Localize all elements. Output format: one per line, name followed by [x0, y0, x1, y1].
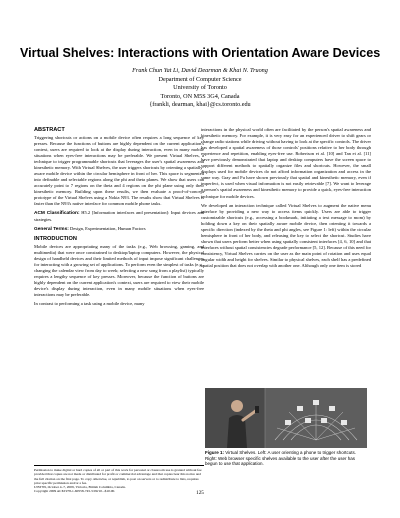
shelf-icon-2	[313, 400, 319, 405]
shelf-icon-6	[305, 418, 311, 423]
shelf-icon-3	[329, 406, 335, 411]
page-number: 125	[196, 490, 204, 496]
author-block	[60, 67, 340, 110]
figure-1-image	[205, 388, 367, 448]
right-paragraph-1: interactions in the physical world often are facilitated by the person's spatial awareness and kinesthetic memory. For example, it is very easy for an experienced driver to shift gears or change radio stations while driving without having to look at the specific controls. The driver has developed a spatial awareness of those controls' positions relative to her body through experience and repetition, enabling eyes-free use. Robertson et al. [10] and Tan et al. [11] have previously demonstrated that laptop and desktop computers have the screen space to support different methods to spatially organize files and shortcuts. However, the small displays used for mobile devices do not afford information organization and access in the same way. Gray and Fu have shown previously that spatial and kinesthetic memory, even if imperfect, is used when visual information is not easily retrievable [7]. We want to leverage a person's spatial awareness and kinesthetic memory to provide a quick, eyes-free interaction technique for mobile devices.	[201, 127, 371, 199]
user-head	[231, 400, 243, 412]
right-paragraph-2: We developed an interaction technique called Virtual Shelves to augment the native menu interface by providing a new way to access items quickly. Users are able to trigger customizable shortcuts (e.g., accessing a bookmark, initiating a text message to mom) by holding down a key on their spatially aware mobile device, then orienting it towards a specific direction (indexed by the theta and phi angles, see Figure 1: left) within the circular hemisphere in front of her body, and releasing the key to select the shortcut. Studies have shown that users perform better when using spatially consistent interfaces [4, 6, 10] and that interfaces without spatial consistencies degrade performance [5, 12]. Because of this need for consistency, Virtual Shelves carries on the user as the main point of rotation and uses equal angular width and height for shelves. Similar to physical shelves, each shelf has a predefined spatial position that does not overlap with another one. Although only one item is stored	[201, 202, 371, 269]
acm-label: ACM Classification:	[34, 211, 80, 217]
author-names: Frank Chun Yat Li, David Dearman & Khai N. Truong	[132, 67, 268, 74]
affiliation-address: Toronto, ON M5S 3G4, Canada	[160, 92, 240, 100]
figure-1-illustration	[205, 388, 367, 448]
paper-title: Virtual Shelves: Interactions with Orientation Aware Devices	[20, 46, 381, 60]
author-emails: {frankli, dearman, khai}@cs.toronto.edu	[149, 101, 251, 109]
shelf-icon-4	[285, 420, 291, 425]
terms-text: Design, Experimentation, Human Factors	[69, 226, 146, 232]
copyright-footnote	[34, 465, 204, 494]
affiliation-university: University of Toronto	[173, 84, 227, 92]
terms-label: General Terms:	[34, 227, 69, 233]
figure-caption-text: Virtual Shelves. Left: A user orienting a phone to trigger shortcuts. Right: Web browser specific shelves available to the user after the user has begun to use that application.	[205, 450, 357, 467]
copyright-line: Copyright 2009 ACM 978-1-60558-745-5/09/10...$10.00.	[34, 489, 116, 494]
figure-caption-label: Figure 1:	[205, 450, 225, 455]
shelf-icon-1	[297, 406, 303, 411]
abstract-paragraph: Triggering shortcuts or actions on a mobile device often requires a long sequence of key presses. Because the functions of buttons are highly dependent on the current application's context, users are required to look at the display during interaction, even in many mobile situations when eyes-free interactions may be preferable. We present Virtual Shelves, a technique to trigger programmable shortcuts that leverages the user's spatial awareness and kinesthetic memory. With Virtual Shelves, the user triggers shortcuts by orienting a spatially-aware mobile device within the circular hemisphere in front of her. This space is segmented into definable and selectable regions along the phi and theta planes. We show that users can accurately point to 7 regions on the theta and 4 regions on the phi plane using only their kinesthetic memory. Building upon these results, we then evaluate a proof-of-concept prototype of the Virtual Shelves using a Nokia N93. The results show that Virtual Shelves is faster than the N93's native interface for common mobile phone tasks.	[34, 134, 204, 207]
left-column	[34, 127, 204, 310]
right-column	[201, 127, 371, 272]
general-terms	[34, 226, 204, 233]
introduction-paragraph-1: Mobile devices are appropriating many of the tasks (e.g., Web browsing, gaming, and multimedia) that were once constrained to desktop/laptop computers. However, the physical design of handheld devices and their limited methods of input impose significant challenges for interacting with a growing set of applications. To perform even the simplest of tasks (e.g., changing the calendar view from day to week; selecting a new song from a playlist) typically requires a lengthy sequence of key presses. Moreover, because the function of buttons are highly dependent on the current application's context, users are required to view their mobile device's display during interaction, even in many mobile situations when eyes-free interactions may be preferable.	[34, 243, 204, 298]
introduction-paragraph-2: In contrast to performing a task using a mobile device, many	[34, 301, 145, 307]
figure-1-caption	[205, 450, 367, 467]
affiliation-department: Department of Computer Science	[158, 75, 242, 83]
venue-line: UIST'09, October 4–7, 2009, Victoria, British Columbia, Canada.	[34, 485, 126, 490]
acm-classification	[34, 210, 204, 223]
shelf-icon-5	[341, 420, 347, 425]
abstract-heading: ABSTRACT	[34, 127, 65, 133]
permission-notice: Permission to make digital or hard copies of all or part of this work for personal or classroom use is granted without fee provided that copies are not made or distributed for profit or commercial advantage and that copies bear this notice and the full citation on the first page. To copy otherwise, or republish, to post on servers or to redistribute to lists, requires prior specific permission and/or a fee.	[34, 468, 202, 485]
introduction-heading: INTRODUCTION	[34, 236, 77, 243]
phone-in-hand	[255, 406, 259, 413]
shelf-icon-7	[321, 418, 327, 423]
acm-text: H5.2 [Information interfaces and presentation]: Input devices and strategies.	[34, 210, 205, 223]
